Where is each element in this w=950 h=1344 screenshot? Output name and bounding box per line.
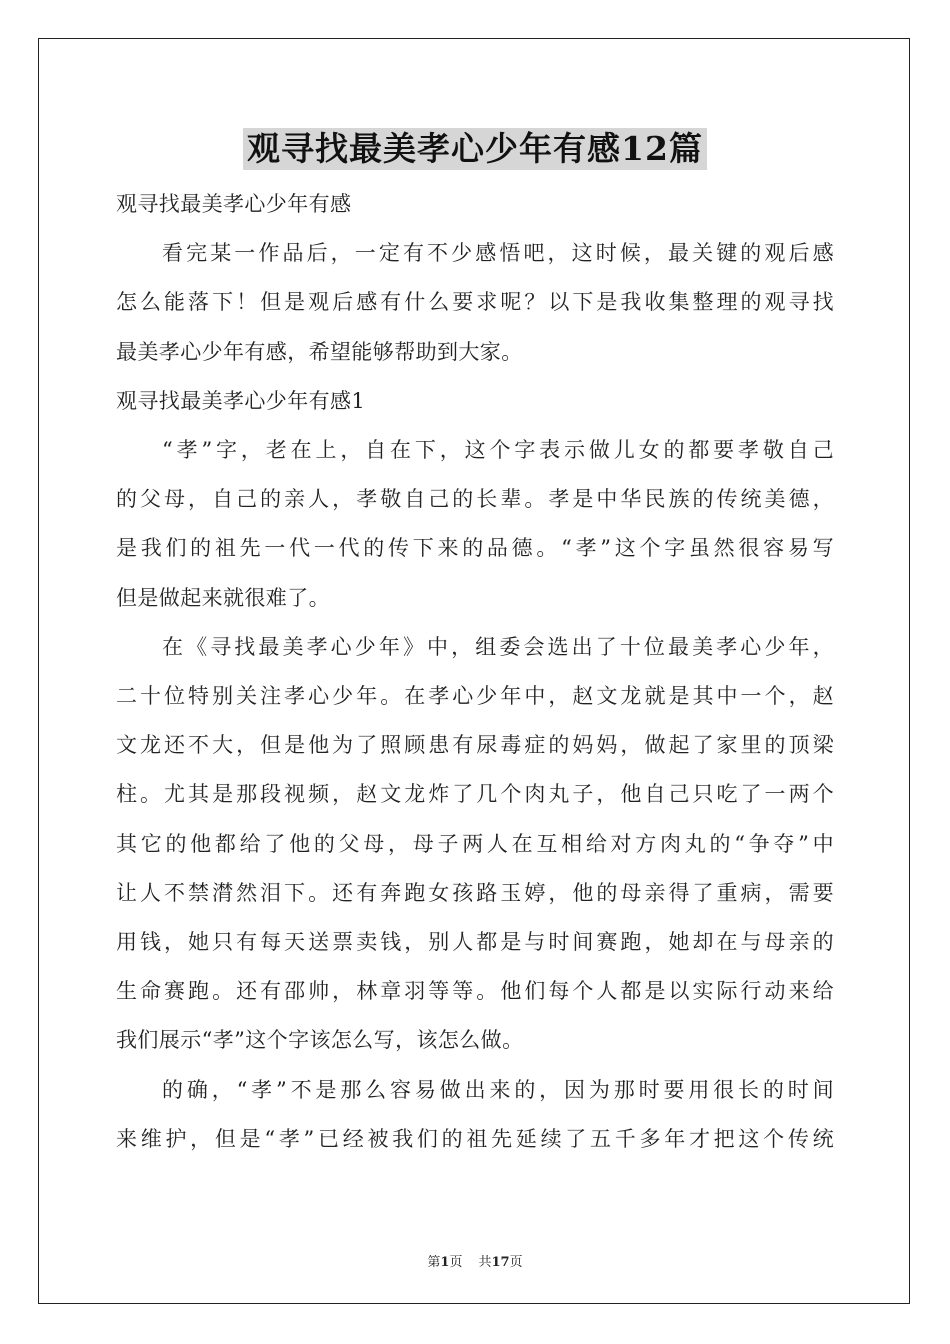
title-container	[0, 128, 950, 170]
section-heading: 观寻找最美孝心少年有感1	[116, 388, 366, 413]
total-pages: 17	[491, 1255, 510, 1270]
total-prefix: 共	[478, 1255, 492, 1270]
text-line: 让人不禁潸然泪下。还有奔跑女孩路玉婷，他的母亲得了重病，需要	[116, 880, 834, 905]
text-line: 怎么能落下！但是观后感有什么要求呢？以下是我收集整理的观寻找	[116, 290, 834, 315]
text-line: 在《寻找最美孝心少年》中，组委会选出了十位最美孝心少年，	[162, 634, 834, 659]
text-line: 生命赛跑。还有邵帅，林章羽等等。他们每个人都是以实际行动来给	[116, 979, 834, 1004]
document-title: 观寻找最美孝心少年有感12篇	[243, 128, 707, 170]
text-line: 二十位特别关注孝心少年。在孝心少年中，赵文龙就是其中一个，赵	[116, 684, 834, 709]
document-body	[116, 180, 834, 1164]
text-line: 其它的他都给了他的父母，母子两人在互相给对方肉丸的“争夺”中	[116, 831, 834, 856]
page-prefix: 第	[427, 1255, 441, 1270]
page-footer	[0, 1251, 950, 1270]
total-suffix: 页	[509, 1255, 523, 1270]
page-suffix: 页	[449, 1255, 463, 1270]
text-line: 我们展示“孝”这个字该怎么写，该怎么做。	[116, 1028, 524, 1053]
text-line: 是我们的祖先一代一代的传下来的品德。“孝”这个字虽然很容易写	[116, 536, 834, 561]
text-line: “孝”字，老在上，自在下，这个字表示做儿女的都要孝敬自己	[162, 438, 834, 463]
text-line: 用钱，她只有每天送票卖钱，别人都是与时间赛跑，她却在与母亲的	[116, 930, 834, 955]
text-line: 来维护，但是“孝”已经被我们的祖先延续了五千多年才把这个传统	[116, 1126, 834, 1151]
text-line: 看完某一作品后，一定有不少感悟吧，这时候，最关键的观后感	[162, 241, 834, 266]
text-line: 的确，“孝”不是那么容易做出来的，因为那时要用很长的时间	[162, 1077, 834, 1102]
text-line: 最美孝心少年有感，希望能够帮助到大家。	[116, 339, 523, 364]
text-line: 的父母，自己的亲人，孝敬自己的长辈。孝是中华民族的传统美德，	[116, 487, 834, 512]
text-line: 文龙还不大，但是他为了照顾患有尿毒症的妈妈，做起了家里的顶梁	[116, 733, 834, 758]
page-number: 1	[440, 1255, 450, 1270]
text-line: 柱。尤其是那段视频，赵文龙炸了几个肉丸子，他自己只吃了一两个	[116, 782, 834, 807]
text-line: 但是做起来就很难了。	[116, 585, 330, 610]
section-heading: 观寻找最美孝心少年有感	[116, 192, 352, 216]
